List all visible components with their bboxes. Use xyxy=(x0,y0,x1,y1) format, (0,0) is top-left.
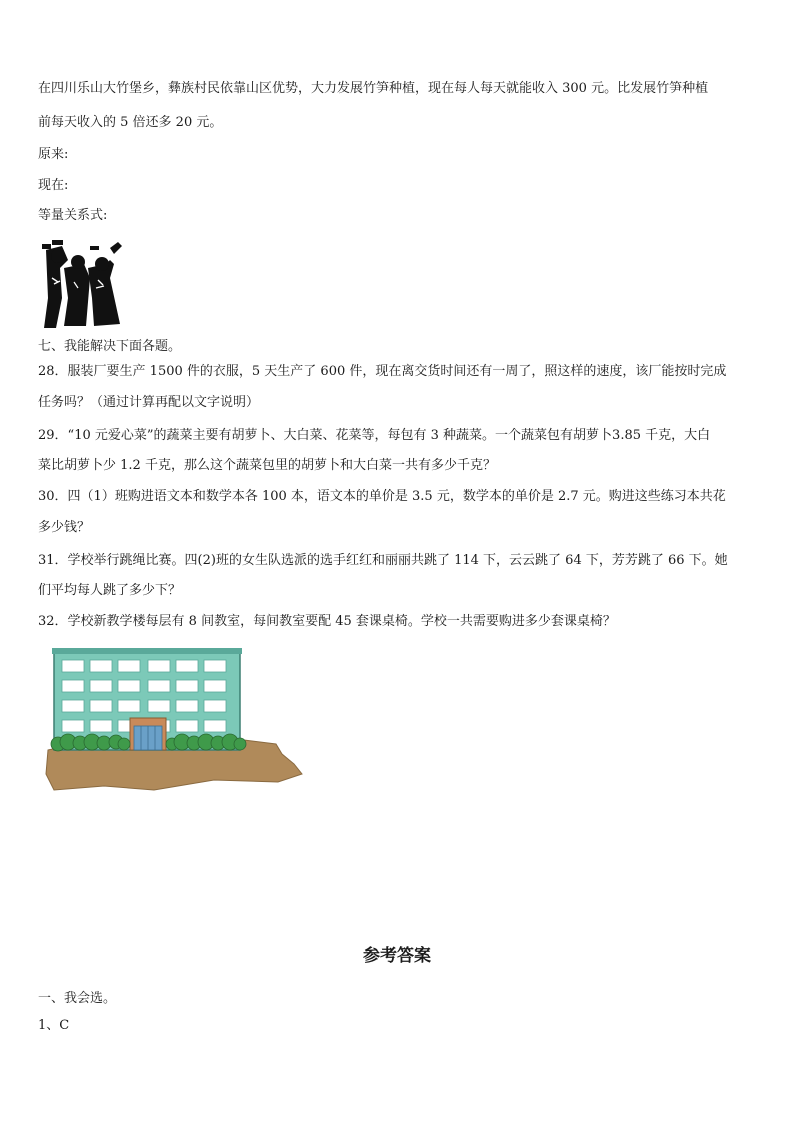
relation-label: 等量关系式: xyxy=(38,208,108,223)
now-label: 现在: xyxy=(38,178,69,193)
question-29-line-2: 菜比胡萝卜少 1.2 千克，那么这个蔬菜包里的胡萝卜和大白菜一共有多少千克？ xyxy=(38,458,496,473)
question-30-line-2: 多少钱？ xyxy=(38,520,91,535)
answer-key-heading: 参考答案 xyxy=(363,946,431,966)
intro-line-2: 前每天收入的 5 倍还多 20 元。 xyxy=(38,115,223,130)
section-7-title: 七、我能解决下面各题。 xyxy=(38,339,182,354)
answer-1: 1、C xyxy=(38,1018,70,1033)
original-label: 原来: xyxy=(38,147,69,162)
question-32: 32．学校新教学楼每层有 8 间教室，每间教室要配 45 套课桌椅。学校一共需要购进多少套课桌椅？ xyxy=(38,614,616,629)
question-28-line-1: 28．服装厂要生产 1500 件的衣服，5 天生产了 600 件，现在离交货时间还有一周了，照这样的速度，该厂能按时完成 xyxy=(38,364,727,379)
school-building-illustration xyxy=(44,646,306,796)
answer-part-1-title: 一、我会选。 xyxy=(38,991,117,1006)
question-31-line-1: 31．学校举行跳绳比赛。四(2)班的女生队选派的选手红红和丽丽共跳了 114 下，云云跳了 64 下，芳芳跳了 66 下。她 xyxy=(38,553,728,568)
question-30-line-1: 30．四（1）班购进语文本和数学本各 100 本，语文本的单价是 3.5 元，数学本的单价是 2.7 元。购进这些练习本共花 xyxy=(38,489,726,504)
silhouette-figures-illustration xyxy=(38,238,126,330)
question-29-line-1: 29．“10 元爱心菜”的蔬菜主要有胡萝卜、大白菜、花菜等，每包有 3 种蔬菜。一个蔬菜包有胡萝卜3.85 千克，大白 xyxy=(38,428,711,443)
question-31-line-2: 们平均每人跳了多少下？ xyxy=(38,583,182,598)
intro-line-1: 在四川乐山大竹堡乡，彝族村民依靠山区优势，大力发展竹笋种植，现在每人每天就能收入 300 元。比发展竹笋种植 xyxy=(38,81,709,96)
question-28-line-2: 任务吗？（通过计算再配以文字说明） xyxy=(38,395,260,410)
